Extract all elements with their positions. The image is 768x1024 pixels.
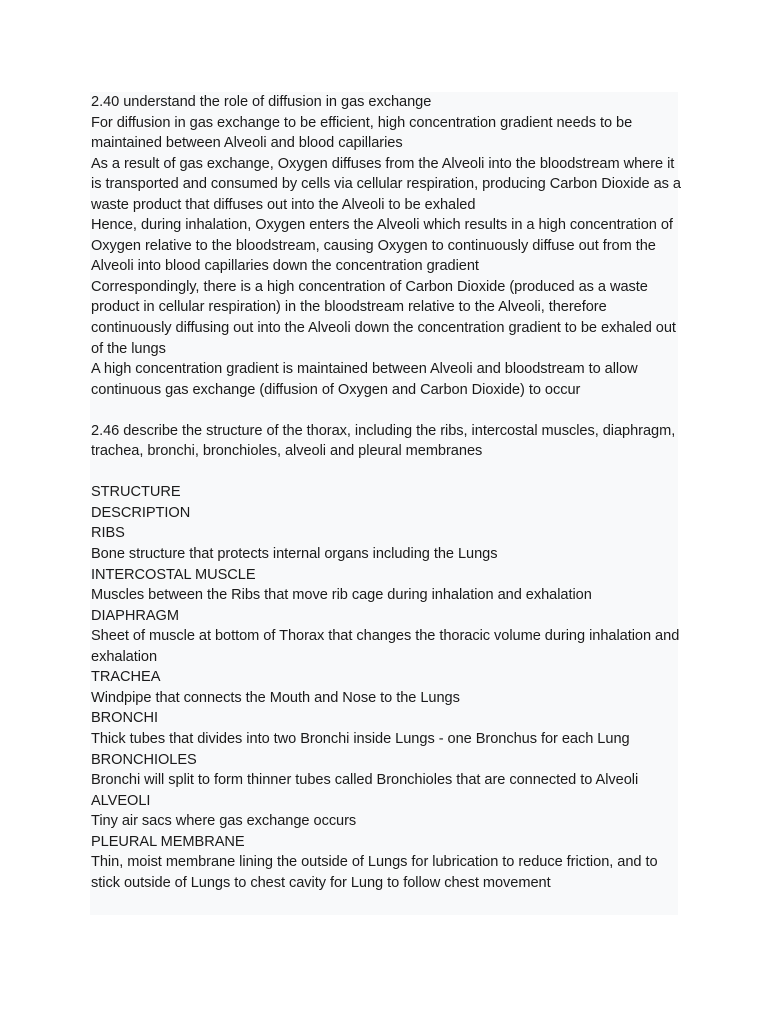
paragraph: As a result of gas exchange, Oxygen diffuses from the Alveoli into the bloodstream where it is transported and consumed by cells via cellular respiration, producing Carbon Dioxide as a waste product that diffuses out into the Alveoli to be exhaled — [91, 155, 686, 213]
section-heading-2-40: 2.40 understand the role of diffusion in gas exchange — [91, 94, 432, 110]
table-header-description: DESCRIPTION — [91, 504, 191, 521]
table-row-structure: RIBS — [91, 525, 125, 542]
table-header-structure: STRUCTURE — [91, 484, 181, 501]
blank-line — [91, 462, 681, 483]
section-heading-2-46: 2.46 describe the structure of the thorax, including the ribs, intercostal muscles, diaphragm, trachea, bronchi, bronchioles, alveoli and pleural membranes — [91, 422, 680, 460]
table-row-structure: BRONCHI — [91, 710, 158, 727]
table-row-description: Bronchi will split to form thinner tubes called Bronchioles that are connected to Alveoli — [91, 772, 639, 789]
paragraph: Correspondingly, there is a high concentration of Carbon Dioxide (produced as a waste product in cellular respiration) in the bloodstream relative to the Alveoli, therefore continuously diffusing out into the Alveoli down the concentration gradient to be exhaled out of the lungs — [91, 278, 680, 357]
paragraph: A high concentration gradient is maintained between Alveoli and bloodstream to allow continuous gas exchange (diffusion of Oxygen and Carbon Dioxide) to occur — [91, 361, 642, 398]
table-row-structure: ALVEOLI — [91, 792, 151, 809]
table-row-description: Tiny air sacs where gas exchange occurs — [91, 813, 357, 830]
table-row-structure: DIAPHRAGM — [91, 607, 179, 624]
table-row-description: Windpipe that connects the Mouth and Nose to the Lungs — [91, 689, 460, 706]
table-row-description: Bone structure that protects internal organs including the Lungs — [91, 546, 498, 563]
table-row-structure: PLEURAL MEMBRANE — [91, 833, 245, 850]
table-row-structure: INTERCOSTAL MUSCLE — [91, 566, 256, 583]
table-row-description: Muscles between the Ribs that move rib cage during inhalation and exhalation — [91, 587, 592, 604]
table-row-description: Thick tubes that divides into two Bronchi inside Lungs - one Bronchus for each Lung — [91, 730, 630, 747]
document-body — [91, 92, 686, 893]
paragraph: Hence, during inhalation, Oxygen enters the Alveoli which results in a high concentration of Oxygen relative to the bloodstream, causing Oxygen to continuously diffuse out from the Alveoli into blood capillaries down the concentration gradient — [91, 217, 677, 275]
paragraph: For diffusion in gas exchange to be efficient, high concentration gradient needs to be maintained between Alveoli and blood capillaries — [91, 114, 637, 152]
table-row-structure: TRACHEA — [91, 669, 161, 686]
table-row-description: Thin, moist membrane lining the outside of Lungs for lubrication to reduce friction, and to stick outside of Lungs to chest cavity for Lung to follow chest movement — [91, 854, 662, 891]
table-row-description: Sheet of muscle at bottom of Thorax that changes the thoracic volume during inhalation and exhalation — [91, 628, 684, 665]
blank-line — [91, 400, 681, 421]
table-row-structure: BRONCHIOLES — [91, 751, 197, 768]
